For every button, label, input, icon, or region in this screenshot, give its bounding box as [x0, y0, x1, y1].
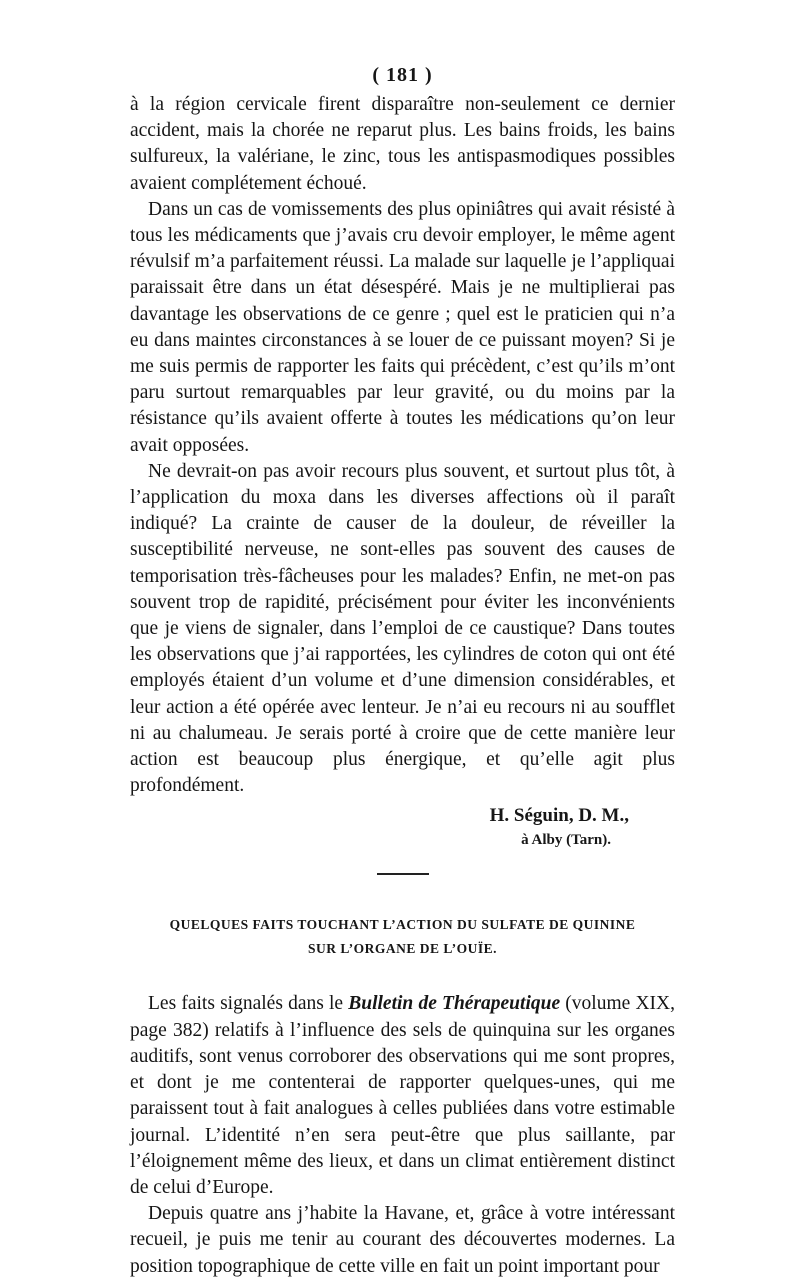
article-body [130, 991, 675, 1279]
article-p1-after: (volume XIX, page 382) relatifs à l’influence des sels de quinquina sur les organes auditifs, sont venus corroborer des observations qui me sont propres, et dont je me contenterai de rapporter quelques-unes, qui me paraissent tout à fait analogues à celles publiées dans votre estimable journal. L’identité n’en sera peut-être que plus saillante, par l’éloignement même des lieux, et dans un climat entièrement distinct de celui d’Europe. [130, 993, 675, 1198]
signature [130, 803, 675, 851]
article-p1-before: Les faits signalés dans le [148, 993, 349, 1015]
page-number: ( 181 ) [372, 64, 433, 86]
article-title [130, 913, 675, 961]
paragraph-continuation: à la région cervicale firent disparaître non-seulement ce dernier accident, mais la chorée ne reparut plus. Les bains froids, les bains sulfureux, la valériane, le zinc, tous les antispasmodiques possibles avaient complétement échoué. [130, 94, 675, 194]
paragraph-vomissements: Dans un cas de vomissements des plus opiniâtres qui avait résisté à tous les médicaments que j’avais cru devoir employer, le même agent révulsif m’a parfaitement réussi. La malade sur laquelle je l’appliquai paraissait être dans un état désespéré. Mais je ne multiplierai pas davantage les observations de ce genre ; quel est le praticien qui n’a eu dans maintes circonstances à se louer de ce puissant moyen? Si je me suis permis de rapporter les faits qui précèdent, c’est qu’ils m’ont paru surtout remarquables par leur gravité, ou du moins par la résistance qu’ils avaient offerte à toutes les médications qu’on leur avait opposées. [130, 198, 675, 456]
page [130, 58, 675, 1280]
article-paragraph-2: Depuis quatre ans j’habite la Havane, et, grâce à votre intéressant recueil, je puis me tenir au courant des découvertes modernes. La position topographique de cette ville en fait un point important pour [130, 1203, 675, 1277]
signature-name: H. Séguin, D. M., [489, 805, 629, 827]
signature-place: à Alby (Tarn). [521, 832, 611, 849]
journal-title: Bulletin de Thérapeutique [348, 993, 561, 1015]
paragraph-moxa: Ne devrait-on pas avoir recours plus souvent, et surtout plus tôt, à l’application du moxa dans les diverses affections où il paraît indiqué? La crainte de causer de la douleur, de réveiller la susceptibilité nerveuse, ne sont-elles pas souvent des causes de temporisation très-fâcheuses pour les malades? Enfin, ne met-on pas souvent trop de rapidité, précisément pour éviter les inconvénients que je viens de signaler, dans l’emploi de ce caustique? Dans toutes les observations que j’ai rapportées, les cylindres de coton qui ont été employés étaient d’un volume et d’une dimension considérables, et leur action a été opérée avec lenteur. Je n’ai eu recours ni au soufflet ni au chalumeau. Je serais porté à croire que de cette manière leur action est beaucoup plus énergique, et qu’elle agit plus profondément. [130, 460, 675, 797]
section-divider [377, 873, 429, 875]
article-title-line-2: SUR L’ORGANE DE L’OUÏE. [307, 941, 498, 957]
article-title-line-1: QUELQUES FAITS TOUCHANT L’ACTION DU SULFATE DE QUININE [169, 917, 636, 933]
article-paragraph-1 [130, 991, 675, 1201]
section-body [130, 92, 675, 799]
